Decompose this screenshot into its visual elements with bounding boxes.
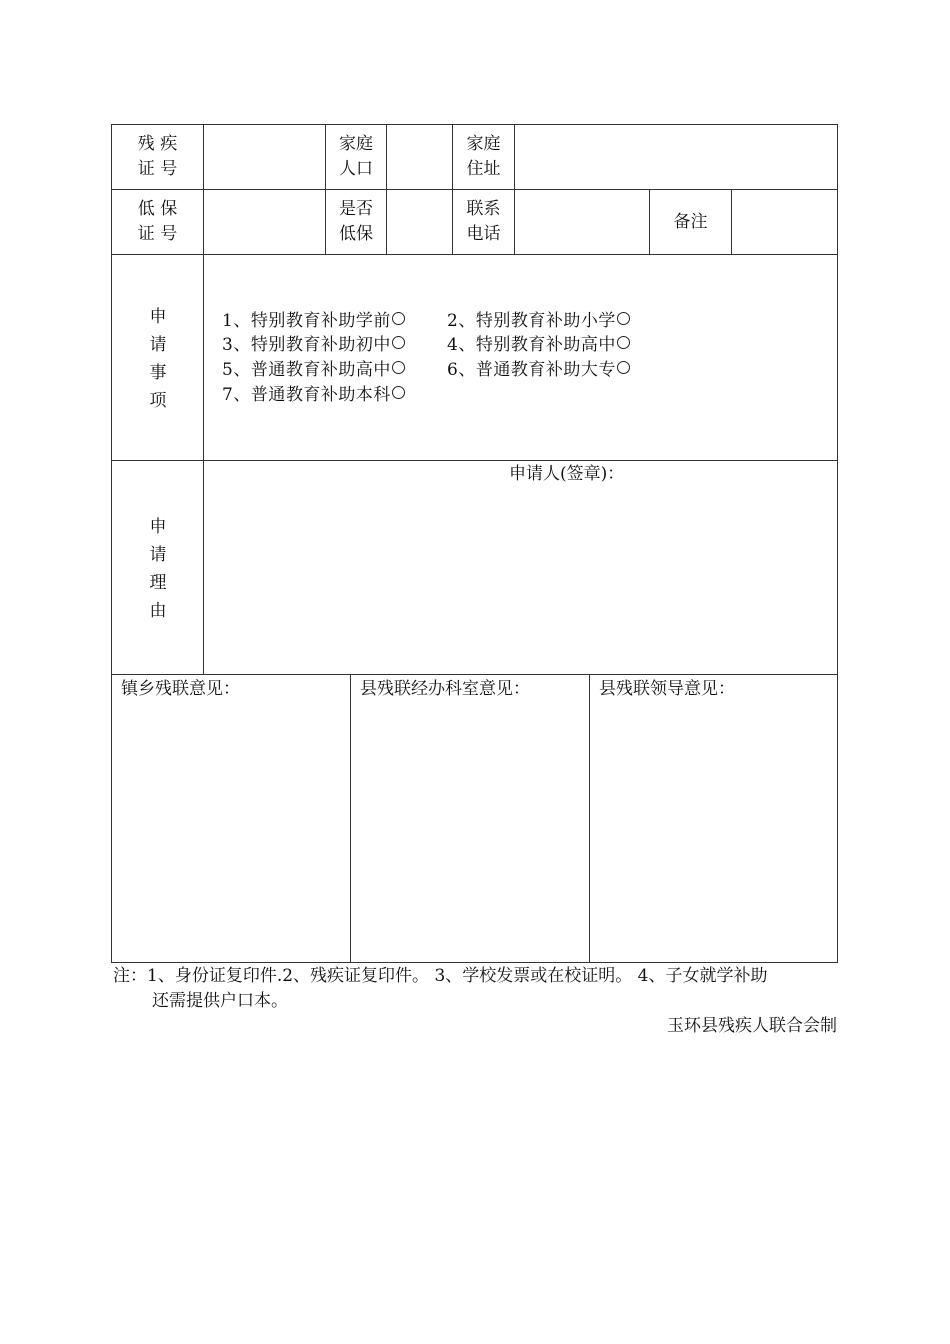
table-border-right <box>837 124 838 963</box>
town-opinion-field[interactable] <box>112 702 350 962</box>
footer-note-line2: 还需提供户口本。 <box>152 991 288 1011</box>
option-item-7[interactable]: 7、普通教育补助本科 <box>222 382 405 408</box>
radio-circle-icon[interactable] <box>392 336 405 349</box>
office-opinion-field[interactable] <box>351 702 589 962</box>
low-income-cert-field[interactable] <box>204 190 325 254</box>
phone-field[interactable] <box>515 190 649 254</box>
home-address-label: 家庭 住址 <box>466 134 501 179</box>
low-income-cert-label: 低 保 证 号 <box>137 199 178 244</box>
row-divider <box>111 460 838 461</box>
radio-circle-icon[interactable] <box>617 361 630 374</box>
radio-circle-icon[interactable] <box>617 336 630 349</box>
remarks-label: 备注 <box>673 212 708 232</box>
disability-cert-field[interactable] <box>204 125 325 189</box>
application-reason-field[interactable] <box>204 490 837 674</box>
disability-cert-label: 残 疾 证 号 <box>137 134 178 179</box>
option-item-2[interactable]: 2、特别教育补助小学 <box>447 308 630 334</box>
phone-label: 联系 电话 <box>466 199 501 244</box>
table-border-bottom <box>111 962 838 963</box>
leader-opinion-field[interactable] <box>590 702 837 962</box>
leader-opinion-label: 县残联领导意见： <box>599 679 735 699</box>
option-item-4[interactable]: 4、特别教育补助高中 <box>447 332 630 358</box>
radio-circle-icon[interactable] <box>392 312 405 325</box>
is-low-income-label: 是否 低保 <box>339 199 373 244</box>
home-address-field[interactable] <box>515 125 837 189</box>
option-item-1[interactable]: 1、特别教育补助学前 <box>222 308 405 334</box>
footer-note-line1: 注：1、身份证复印件.2、残疾证复印件。 3、学校发票或在校证明。 4、子女就学补助 <box>113 966 768 986</box>
is-low-income-field[interactable] <box>387 190 452 254</box>
radio-circle-icon[interactable] <box>392 386 405 399</box>
office-opinion-label: 县残联经办科室意见： <box>360 679 530 699</box>
radio-circle-icon[interactable] <box>392 361 405 374</box>
option-item-5[interactable]: 5、普通教育补助高中 <box>222 357 405 383</box>
radio-circle-icon[interactable] <box>617 312 630 325</box>
issuer-text: 玉环县残疾人联合会制 <box>667 1016 837 1036</box>
row-divider <box>111 674 838 675</box>
household-size-field[interactable] <box>387 125 452 189</box>
town-opinion-label: 镇乡残联意见： <box>121 679 240 699</box>
remarks-field[interactable] <box>732 190 837 254</box>
applicant-signature-label: 申请人(签章)： <box>509 464 625 484</box>
option-item-6[interactable]: 6、普通教育补助大专 <box>447 357 630 383</box>
application-reason-label: 申 请 理 由 <box>149 517 167 621</box>
household-size-label: 家庭 人口 <box>339 134 373 179</box>
row-divider <box>111 254 838 255</box>
application-items-label: 申 请 事 项 <box>149 307 167 411</box>
option-item-3[interactable]: 3、特别教育补助初中 <box>222 332 405 358</box>
